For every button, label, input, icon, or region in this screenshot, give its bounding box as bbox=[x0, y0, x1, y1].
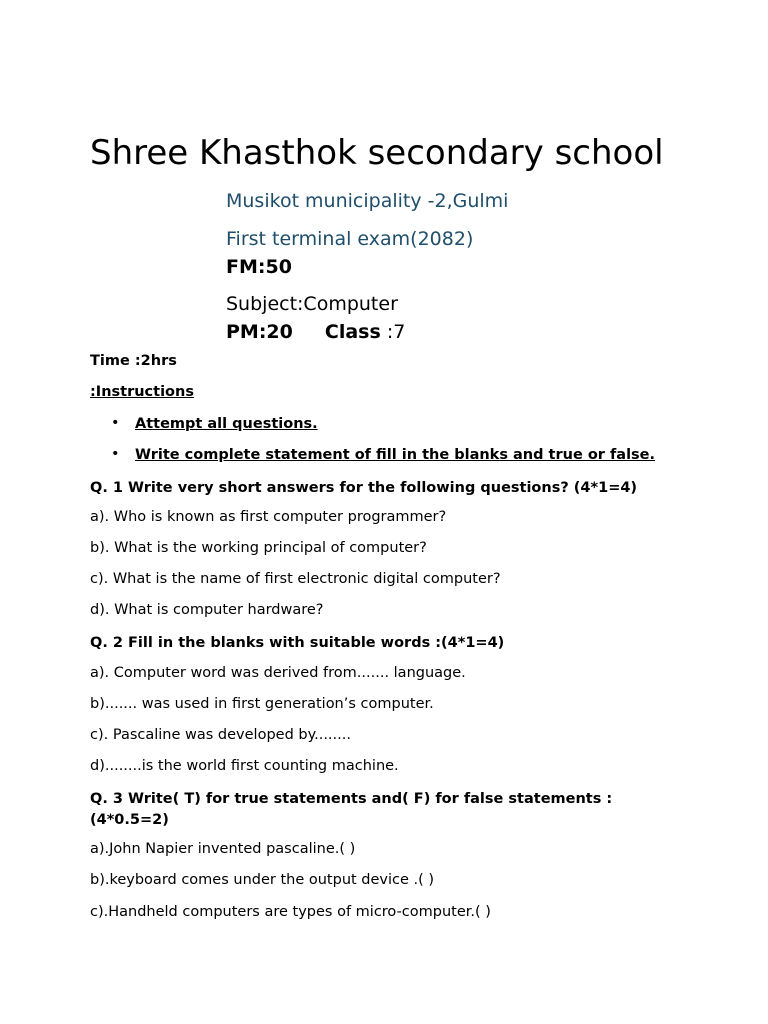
question-2-item-d: d)........is the world first counting machine. bbox=[90, 758, 399, 774]
subject: Subject:Computer bbox=[226, 293, 398, 315]
time: Time :2hrs bbox=[90, 353, 177, 369]
address: Musikot municipality -2,Gulmi bbox=[226, 190, 509, 212]
school-title: Shree Khasthok secondary school bbox=[90, 133, 664, 173]
question-3-item-a: a).John Napier invented pascaline.( ) bbox=[90, 841, 356, 857]
question-2-heading: Q. 2 Fill in the blanks with suitable words :(4*1=4) bbox=[90, 635, 505, 651]
class-value: :7 bbox=[380, 321, 406, 343]
question-3-heading: Q. 3 Write( T) for true statements and( F) for false statements : (4*0.5=2) bbox=[90, 791, 613, 828]
question-1-item-c: c). What is the name of first electronic digital computer? bbox=[90, 571, 501, 587]
exam-name: First terminal exam(2082) bbox=[226, 228, 474, 250]
instruction-item: Attempt all questions. bbox=[135, 416, 318, 432]
full-marks: FM:50 bbox=[226, 256, 292, 278]
question-2-item-c: c). Pascaline was developed by........ bbox=[90, 727, 351, 743]
question-1-heading: Q. 1 Write very short answers for the following questions? (4*1=4) bbox=[90, 480, 638, 496]
question-1-item-b: b). What is the working principal of computer? bbox=[90, 540, 427, 556]
pass-marks: PM:20 bbox=[226, 321, 293, 343]
class-label: Class bbox=[324, 321, 381, 343]
bullet-icon: • bbox=[111, 415, 120, 431]
question-1-item-a: a). Who is known as first computer programmer? bbox=[90, 509, 447, 525]
bullet-icon: • bbox=[111, 446, 120, 462]
pass-marks-class bbox=[226, 321, 405, 343]
instruction-item: Write complete statement of fill in the blanks and true or false. bbox=[135, 447, 656, 463]
question-1-item-d: d). What is computer hardware? bbox=[90, 602, 324, 618]
question-3-item-c: c).Handheld computers are types of micro-computer.( ) bbox=[90, 904, 491, 920]
question-3-item-b: b).keyboard comes under the output device .( ) bbox=[90, 872, 435, 888]
question-2-item-a: a). Computer word was derived from....... language. bbox=[90, 665, 466, 681]
question-2-item-b: b)....... was used in first generation’s computer. bbox=[90, 696, 434, 712]
instructions-heading: :Instructions bbox=[90, 384, 194, 400]
